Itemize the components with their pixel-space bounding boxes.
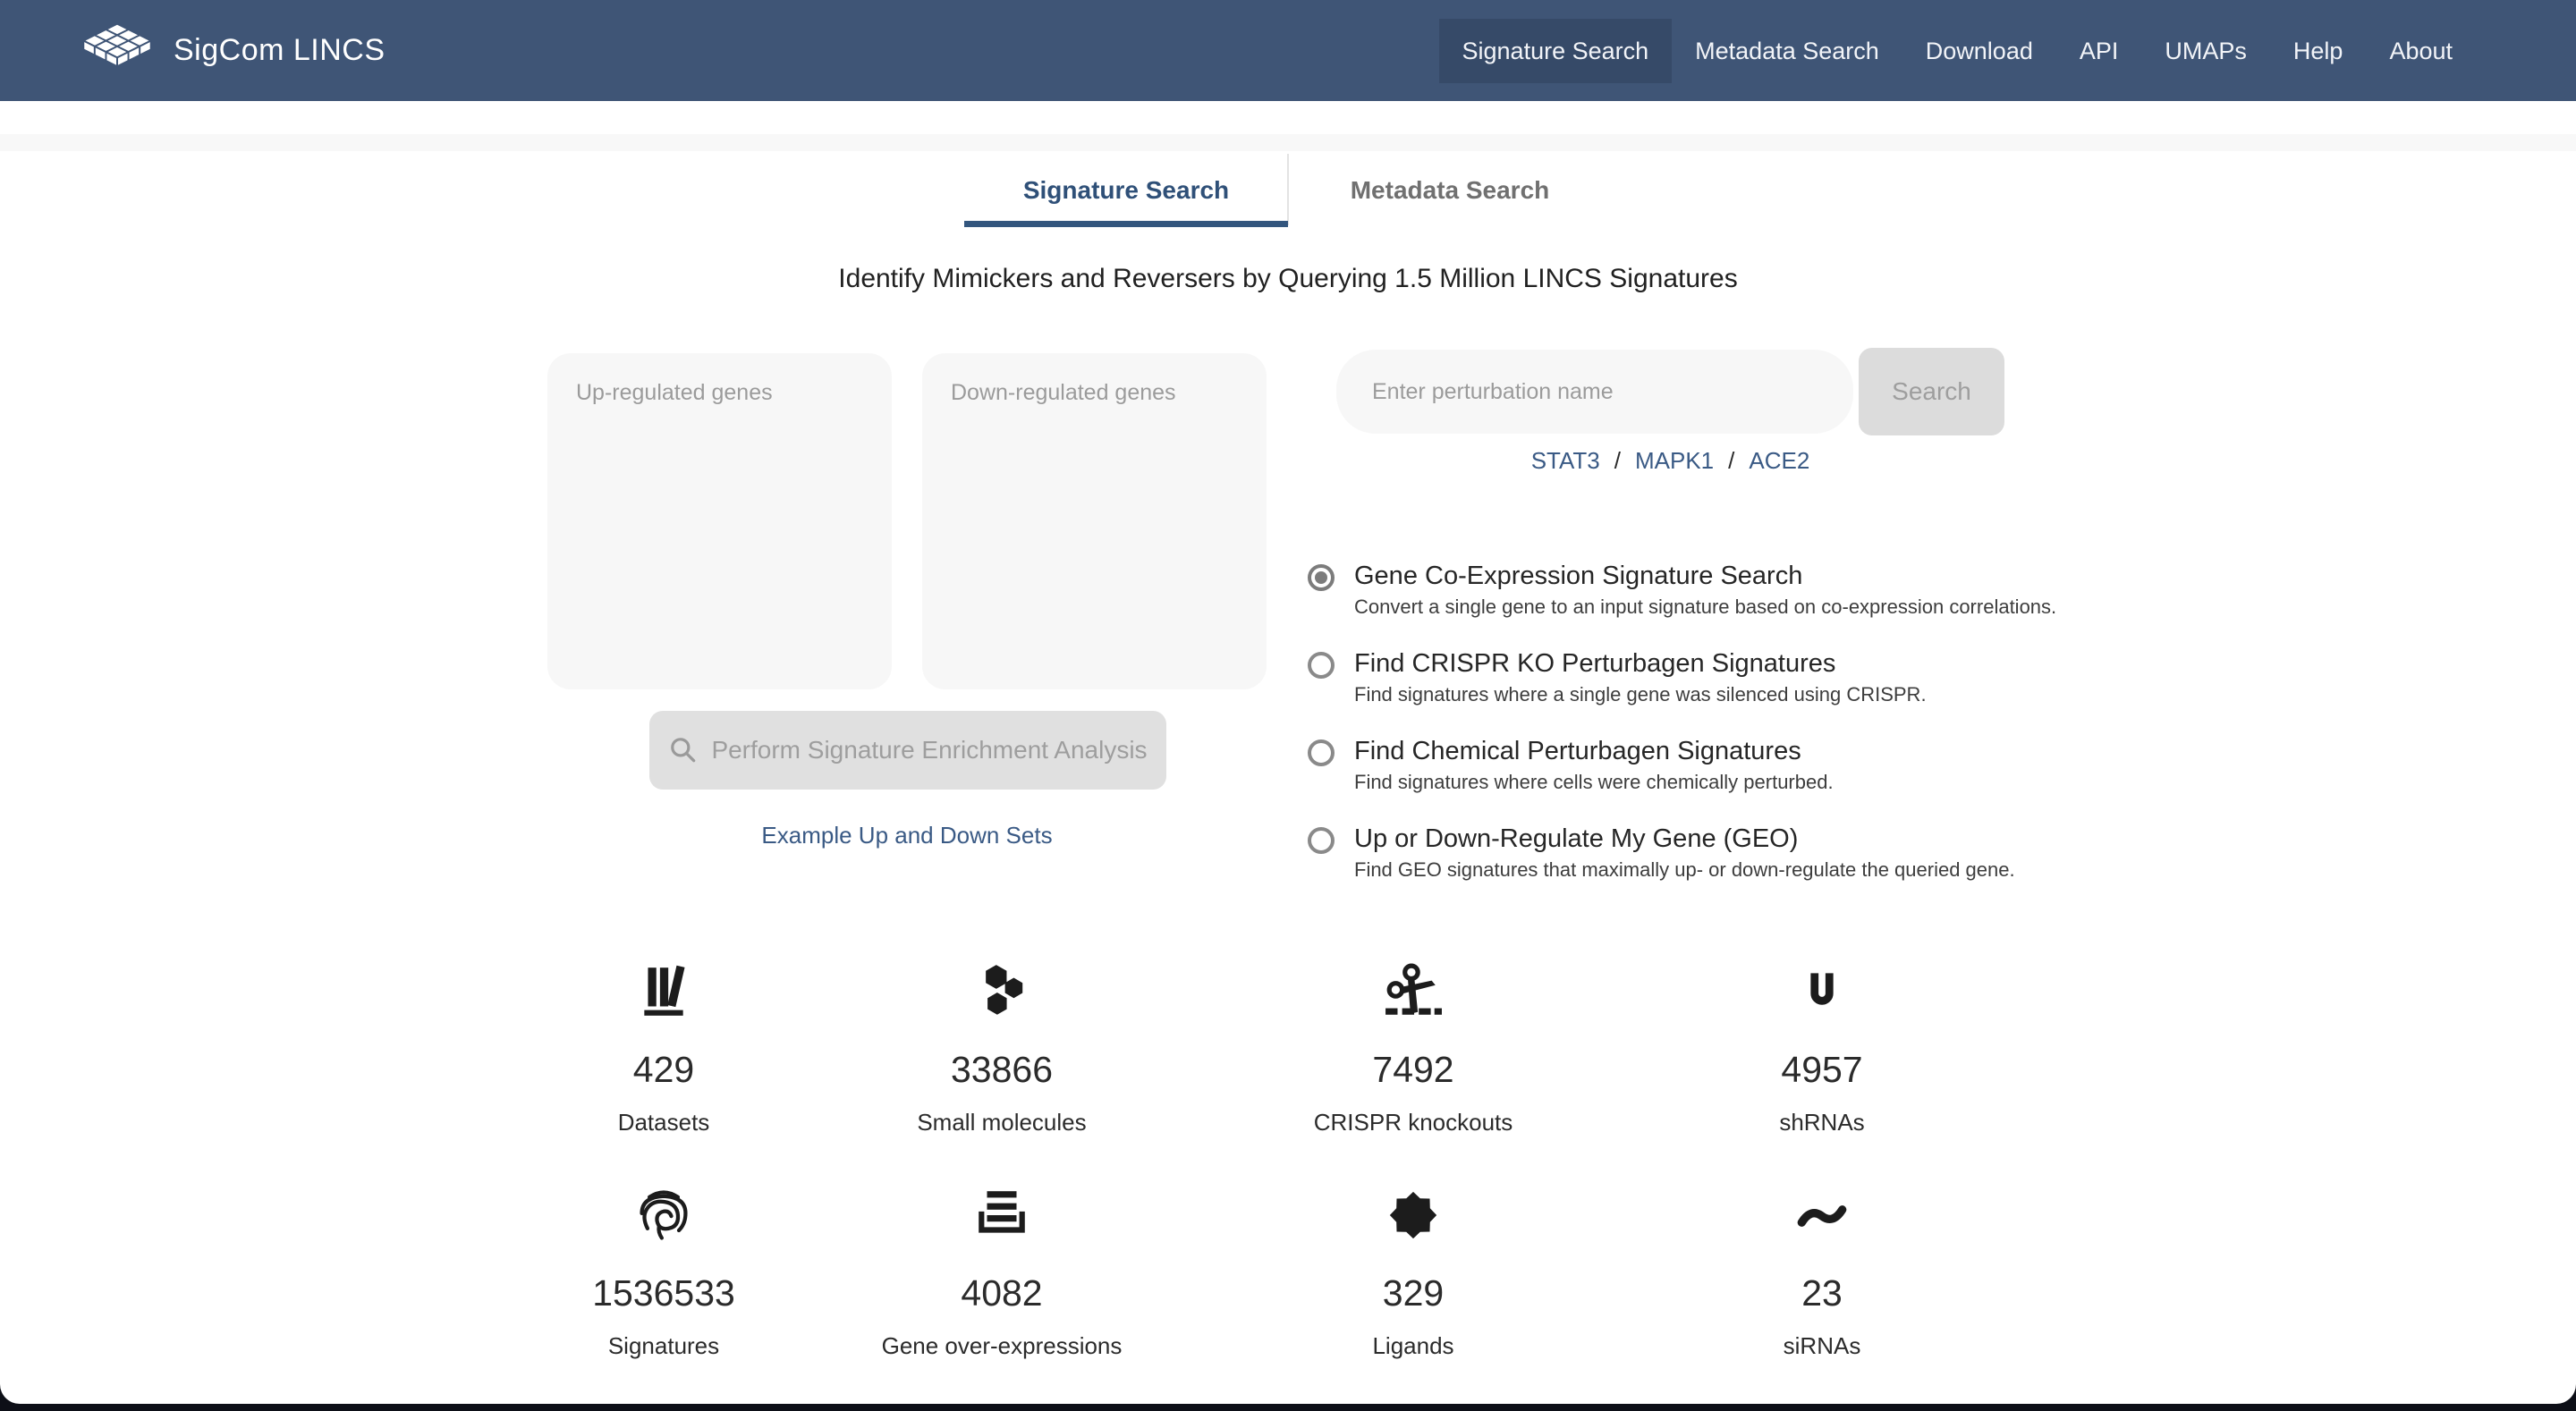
stat-ligands: [1243, 1182, 1583, 1360]
gene-separator: /: [1614, 447, 1621, 474]
perturbation-name-input[interactable]: [1336, 350, 1853, 434]
tab-metadata-search[interactable]: Metadata Search: [1350, 176, 1550, 204]
option-chemical: [1308, 737, 2292, 794]
nav-download[interactable]: Download: [1925, 37, 2033, 64]
stat-value: 4957: [1781, 1049, 1863, 1090]
burst-icon: [1243, 1182, 1583, 1248]
active-tab-underline: [964, 221, 1288, 227]
stat-label: siRNAs: [1783, 1332, 1861, 1359]
stat-label: CRISPR knockouts: [1313, 1109, 1513, 1136]
stat-label: Small molecules: [917, 1109, 1087, 1136]
example-gene-ace2[interactable]: ACE2: [1749, 447, 1810, 474]
option-title: Gene Co-Expression Signature Search: [1354, 562, 1803, 590]
scissors-icon: [1243, 959, 1583, 1025]
nav-signature-search[interactable]: Signature Search: [1439, 19, 1673, 83]
brand-name: SigCom LINCS: [174, 33, 386, 67]
page-title: Identify Mimickers and Reversers by Querying 1.5 Million LINCS Signatures: [838, 264, 1738, 293]
stat-datasets: [494, 959, 834, 1136]
footer-rounded-mask: [0, 1384, 2576, 1404]
stat-label: Gene over-expressions: [881, 1332, 1123, 1359]
stat-gene-overexpressions: [832, 1182, 1172, 1360]
down-regulated-genes-input[interactable]: [922, 353, 1267, 689]
stat-sirnas: [1652, 1182, 1992, 1360]
stat-shrnas: [1652, 959, 1992, 1136]
option-title: Find CRISPR KO Perturbagen Signatures: [1354, 649, 1836, 678]
gene-separator: /: [1728, 447, 1735, 474]
stat-label: Ligands: [1372, 1332, 1454, 1359]
radio-crispr-ko[interactable]: [1308, 652, 1335, 679]
tab-divider: [1287, 154, 1289, 225]
example-up-down-sets-link[interactable]: Example Up and Down Sets: [761, 822, 1053, 849]
page-divider-band: [0, 134, 2576, 151]
radio-chemical[interactable]: [1308, 739, 1335, 766]
stat-value: 329: [1382, 1272, 1445, 1314]
option-description: Find signatures where a single gene was silenced using CRISPR.: [1354, 683, 1927, 706]
option-description: Find signatures where cells were chemically perturbed.: [1354, 771, 1834, 793]
radio-geo-gene[interactable]: [1308, 827, 1335, 854]
books-icon: [494, 959, 834, 1025]
stat-signatures: [494, 1182, 834, 1360]
option-geo-gene: [1308, 824, 2292, 882]
option-title: Up or Down-Regulate My Gene (GEO): [1354, 824, 1799, 853]
tray-stack-icon: [832, 1182, 1172, 1248]
example-gene-links: [1336, 447, 2004, 475]
wave-icon: [1652, 1182, 1992, 1248]
sigcom-cube-logo-icon: [80, 22, 154, 80]
nav-about[interactable]: About: [2389, 37, 2453, 64]
search-icon: [668, 735, 699, 765]
nav-umaps[interactable]: UMAPs: [2165, 37, 2247, 64]
nav-metadata-search[interactable]: Metadata Search: [1695, 37, 1879, 64]
option-gene-coexpression: [1308, 562, 2292, 619]
brand[interactable]: [80, 22, 386, 80]
example-gene-mapk1[interactable]: MAPK1: [1634, 447, 1715, 474]
stat-value: 4082: [961, 1272, 1043, 1314]
option-title: Find Chemical Perturbagen Signatures: [1354, 737, 1801, 765]
stat-value: 33866: [950, 1049, 1053, 1090]
stat-small-molecules: [832, 959, 1172, 1136]
hairpin-icon: [1652, 959, 1992, 1025]
main-nav: [1439, 19, 2476, 83]
stat-value: 23: [1801, 1272, 1843, 1314]
radio-gene-coexpression[interactable]: [1308, 564, 1335, 591]
example-gene-stat3[interactable]: STAT3: [1530, 447, 1600, 474]
search-button[interactable]: Search: [1859, 348, 2004, 435]
stat-label: shRNAs: [1779, 1109, 1865, 1136]
up-regulated-genes-input[interactable]: [547, 353, 892, 689]
stat-label: Datasets: [617, 1109, 710, 1136]
hexagons-icon: [832, 959, 1172, 1025]
stat-crispr-knockouts: [1243, 959, 1583, 1136]
nav-api[interactable]: API: [2079, 37, 2119, 64]
option-description: Find GEO signatures that maximally up- or down-regulate the queried gene.: [1354, 858, 2015, 881]
option-description: Convert a single gene to an input signature based on co-expression correlations.: [1354, 596, 2057, 618]
stat-value: 1536533: [592, 1272, 735, 1314]
nav-help[interactable]: Help: [2292, 37, 2343, 64]
fingerprint-icon: [494, 1182, 834, 1248]
perform-enrichment-button[interactable]: [649, 711, 1166, 790]
option-crispr-ko: [1308, 649, 2292, 706]
stat-value: 429: [632, 1049, 695, 1090]
top-navbar: [0, 0, 2576, 101]
perform-enrichment-label: Perform Signature Enrichment Analysis: [711, 736, 1148, 764]
stat-value: 7492: [1372, 1049, 1454, 1090]
stat-label: Signatures: [607, 1332, 720, 1359]
tab-signature-search[interactable]: Signature Search: [1022, 176, 1230, 204]
